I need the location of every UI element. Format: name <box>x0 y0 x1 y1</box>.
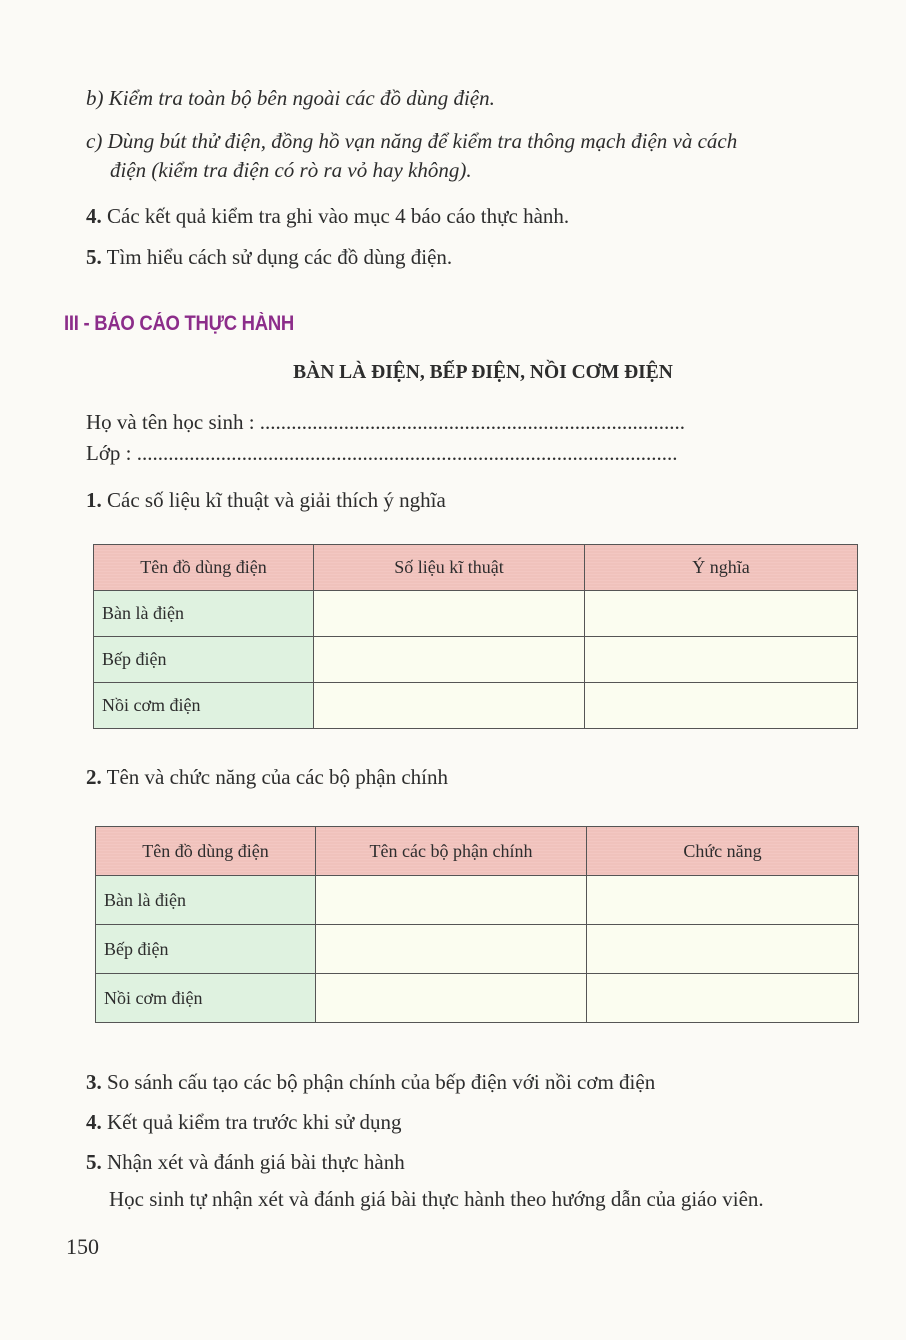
table-cell <box>316 974 587 1023</box>
item-3 <box>86 1070 655 1095</box>
step-4-text: Các kết quả kiểm tra ghi vào mục 4 báo cáo thực hành. <box>107 204 570 228</box>
step-c-line2: điện (kiểm tra điện có rò ra vỏ hay không). <box>110 158 472 182</box>
table-cell <box>587 876 859 925</box>
section-heading: III - BÁO CÁO THỰC HÀNH <box>64 312 294 335</box>
item-3-text: So sánh cấu tạo các bộ phận chính của bếp điện với nồi cơm điện <box>107 1070 656 1094</box>
table-header-row <box>96 827 859 876</box>
table-row <box>96 925 859 974</box>
step-4-number: 4. <box>86 204 102 228</box>
table-row <box>94 683 858 729</box>
step-5-number: 5. <box>86 245 102 269</box>
table-cell <box>585 637 858 683</box>
header-function: Chức năng <box>587 827 859 876</box>
header-main-parts: Tên các bộ phận chính <box>316 827 587 876</box>
table-row <box>96 974 859 1023</box>
table-row <box>94 637 858 683</box>
item-1 <box>86 488 446 513</box>
item-4-number: 4. <box>86 1110 102 1134</box>
item-2-number: 2. <box>86 765 102 789</box>
item-1-text: Các số liệu kĩ thuật và giải thích ý nghĩa <box>107 488 446 512</box>
parts-function-table <box>95 826 859 1023</box>
item-5-text: Nhận xét và đánh giá bài thực hành <box>107 1150 405 1174</box>
item-1-number: 1. <box>86 488 102 512</box>
item-3-number: 3. <box>86 1070 102 1094</box>
closing-text: Học sinh tự nhận xét và đánh giá bài thực hành theo hướng dẫn của giáo viên. <box>109 1187 764 1211</box>
item-5 <box>86 1150 405 1175</box>
item-2 <box>86 765 448 790</box>
table-cell <box>314 637 585 683</box>
row-label: Bàn là điện <box>94 591 314 637</box>
header-appliance: Tên đồ dùng điện <box>94 545 314 591</box>
table-cell <box>316 876 587 925</box>
item-5-number: 5. <box>86 1150 102 1174</box>
report-title: BÀN LÀ ĐIỆN, BẾP ĐIỆN, NỒI CƠM ĐIỆN <box>293 362 673 383</box>
header-appliance: Tên đồ dùng điện <box>96 827 316 876</box>
step-4 <box>86 204 569 229</box>
step-c-line1: c) Dùng bút thử điện, đồng hồ vạn năng để kiểm tra thông mạch điện và cách <box>86 129 738 153</box>
row-label: Bếp điện <box>94 637 314 683</box>
header-technical-data: Số liệu kĩ thuật <box>314 545 585 591</box>
table-cell <box>587 974 859 1023</box>
row-label: Bếp điện <box>96 925 316 974</box>
item-4 <box>86 1110 402 1135</box>
class-field: Lớp : ....................................................................................................... <box>86 441 678 465</box>
table-cell <box>316 925 587 974</box>
row-label: Bàn là điện <box>96 876 316 925</box>
table-cell <box>585 591 858 637</box>
step-b: b) Kiểm tra toàn bộ bên ngoài các đồ dùng điện. <box>86 86 495 110</box>
table-cell <box>314 683 585 729</box>
row-label: Nồi cơm điện <box>96 974 316 1023</box>
table-row <box>94 591 858 637</box>
student-name-field: Họ và tên học sinh : ................................................................................. <box>86 410 686 434</box>
table-row <box>96 876 859 925</box>
technical-data-table <box>93 544 858 729</box>
item-4-text: Kết quả kiểm tra trước khi sử dụng <box>107 1110 402 1134</box>
table-cell <box>585 683 858 729</box>
step-5-text: Tìm hiểu cách sử dụng các đồ dùng điện. <box>106 245 453 269</box>
step-5 <box>86 245 452 270</box>
table-header-row <box>94 545 858 591</box>
row-label: Nồi cơm điện <box>94 683 314 729</box>
item-2-text: Tên và chức năng của các bộ phận chính <box>106 765 449 789</box>
header-meaning: Ý nghĩa <box>585 545 858 591</box>
table-cell <box>314 591 585 637</box>
page-number: 150 <box>66 1234 99 1259</box>
table-cell <box>587 925 859 974</box>
